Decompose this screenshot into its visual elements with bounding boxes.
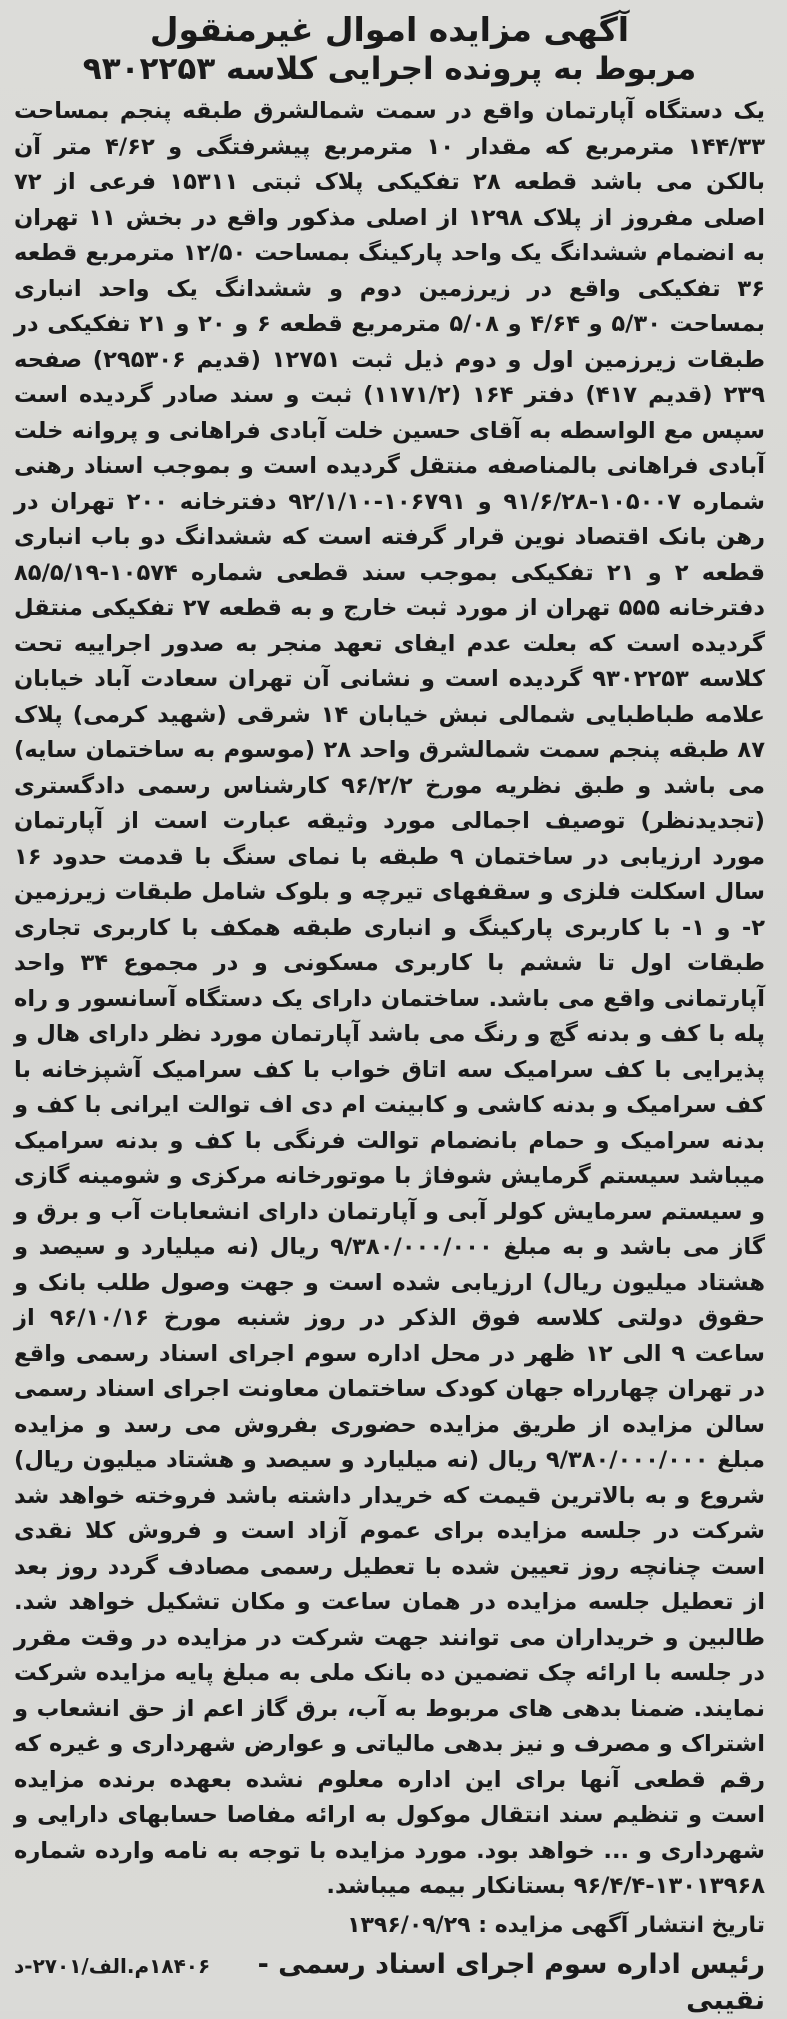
publication-date: تاریخ انتشار آگهی مزایده : ۱۳۹۶/۰۹/۲۹ xyxy=(347,1912,765,1938)
notice-code: ۱۸۴۰۶م.الف/۲۷۰۱-د xyxy=(14,1953,211,1978)
signature-row xyxy=(14,1947,765,1983)
notice-title: آگهی مزایده اموال غیرمنقول xyxy=(149,10,630,49)
notice-subtitle: مربوط به پرونده اجرایی کلاسه ۹۳۰۲۲۵۳ xyxy=(82,51,697,87)
signatory-name: نقیبی xyxy=(686,1984,765,2016)
signatory-title: رئیس اداره سوم اجرای اسناد رسمی - xyxy=(257,1948,765,1980)
notice-body: یک دستگاه آپارتمان واقع در سمت شمالشرق طبقه پنجم بمساحت ۱۴۴/۳۳ مترمربع که مقدار ۱۰ مترمربع پیشرفتگی و ۴/۶۲ متر آن بالکن می باشد قطعه ۲۸ تفکیکی پلاک ثبتی ۱۵۳۱۱ فرعی از ۷۲ اصلی مفروز از پلاک ۱۲۹۸ از اصلی مذکور واقع در بخش ۱۱ تهران به انضمام ششدانگ یک واحد پارکینگ بمساحت ۱۲/۵۰ مترمربع قطعه ۳۶ تفکیکی واقع در زیرزمین دوم و ششدانگ یک واحد انباری بمساحت ۵/۳۰ و ۴/۶۴ و ۵/۰۸ مترمربع قطعه ۶ و ۲۰ و ۲۱ تفکیکی در طبقات زیرزمین اول و دوم ذیل ثبت ۱۲۷۵۱ (قدیم ۲۹۵۳۰۶) صفحه ۲۳۹ (قدیم ۴۱۷) دفتر ۱۶۴ (۱۱۷۱/۲) ثبت و سند صادر گردیده است سپس مع الواسطه به آقای حسین خلت آبادی فراهانی و پروانه خلت آبادی فراهانی بالمناصفه منتقل گردیده است و بموجب اسناد رهنی شماره ۱۰۵۰۰۷-۹۱/۶/۲۸ و ۱۰۶۷۹۱-۹۲/۱/۱۰ دفترخانه ۲۰۰ تهران در رهن بانک اقتصاد نوین قرار گرفته است که ششدانگ دو باب انباری قطعه ۲ و ۲۱ تفکیکی بموجب سند قطعی شماره ۱۰۵۷۴-۸۵/۵/۱۹ دفترخانه ۵۵۵ تهران از مورد ثبت خارج و به قطعه ۲۷ تفکیکی منتقل گردیده است که بعلت عدم ایفای تعهد منجر به صدور اجراییه تحت کلاسه ۹۳۰۲۲۵۳ گردیده است و نشانی آن تهران سعادت آباد خیابان علامه طباطبایی شمالی نبش خیابان ۱۴ شرقی (شهید کرمی) پلاک ۸۷ طبقه پنجم سمت شمالشرق واحد ۲۸ (موسوم به ساختمان سایه) می باشد و طبق نظریه مورخ ۹۶/۲/۲ کارشناس رسمی دادگستری (تجدیدنظر) توصیف اجمالی مورد وثیقه عبارت است از آپارتمان مورد ارزیابی در ساختمان ۹ طبقه با نمای سنگ با قدمت حدود ۱۶ سال اسکلت فلزی و سقفهای تیرچه و بلوک شامل طبقات زیرزمین ۲- و ۱- با کاربری پارکینگ و انباری طبقه همکف با کاربری تجاری طبقات اول تا ششم با کاربری مسکونی و در مجموع ۳۴ واحد آپارتمانی واقع می باشد. ساختمان دارای یک دستگاه آسانسور و راه پله با کف و بدنه گچ و رنگ می باشد آپارتمان مورد نظر دارای هال و پذیرایی با کف سرامیک سه اتاق خواب با کف سرامیک آشپزخانه با کف سرامیک و بدنه کاشی و کابینت ام دی اف توالت ایرانی با کف و بدنه سرامیک و حمام بانضمام توالت فرنگی با کف و بدنه سرامیک میباشد سیستم گرمایش شوفاژ با موتورخانه مرکزی و شومینه گازی و سیستم سرمایش کولر آبی و آپارتمان دارای انشعابات آب و برق و گاز می باشد و به مبلغ ۹/۳۸۰/۰۰۰/۰۰۰ ریال (نه میلیارد و سیصد و هشتاد میلیون ریال) ارزیابی شده است و جهت وصول طلب بانک و حقوق دولتی کلاسه فوق الذکر در روز شنبه مورخ ۹۶/۱۰/۱۶ از ساعت ۹ الی ۱۲ ظهر در محل اداره سوم اجرای اسناد رسمی واقع در تهران چهارراه جهان کودک ساختمان معاونت اجرای اسناد رسمی سالن مزایده از طریق مزایده حضوری بفروش می رسد و مزایده مبلغ ۹/۳۸۰/۰۰۰/۰۰۰ ریال (نه میلیارد و سیصد و هشتاد میلیون ریال) شروع و به بالاترین قیمت که خریدار داشته باشد فروخته خواهد شد شرکت در جلسه مزایده برای عموم آزاد است و فروش کلا نقدی است چنانچه روز تعیین شده با تعطیل رسمی مصادف گردد روز بعد از تعطیل جلسه مزایده در همان ساعت و مکان تشکیل خواهد شد. طالبین و خریداران می توانند جهت شرکت در مزایده در وقت مقرر در جلسه با ارائه چک تضمین ده بانک ملی به مبلغ پایه مزایده شرکت نمایند. ضمنا بدهی های مربوط به آب، برق گاز اعم از حق انشعاب و اشتراک و مصرف و نیز بدهی مالیاتی و عوارض شهرداری و غیره که رقم قطعی آنها برای این اداره معلوم نشده بعهده برنده مزایده است و تنظیم سند انتقال موکول به ارائه مفاصا حسابهای دارایی و شهرداری و ... خواهد بود. مورد مزایده با توجه به نامه وارده شماره ۱۳۰۱۳۹۶۸-۹۶/۴/۴ بستانکار بیمه میباشد. xyxy=(14,98,766,1899)
